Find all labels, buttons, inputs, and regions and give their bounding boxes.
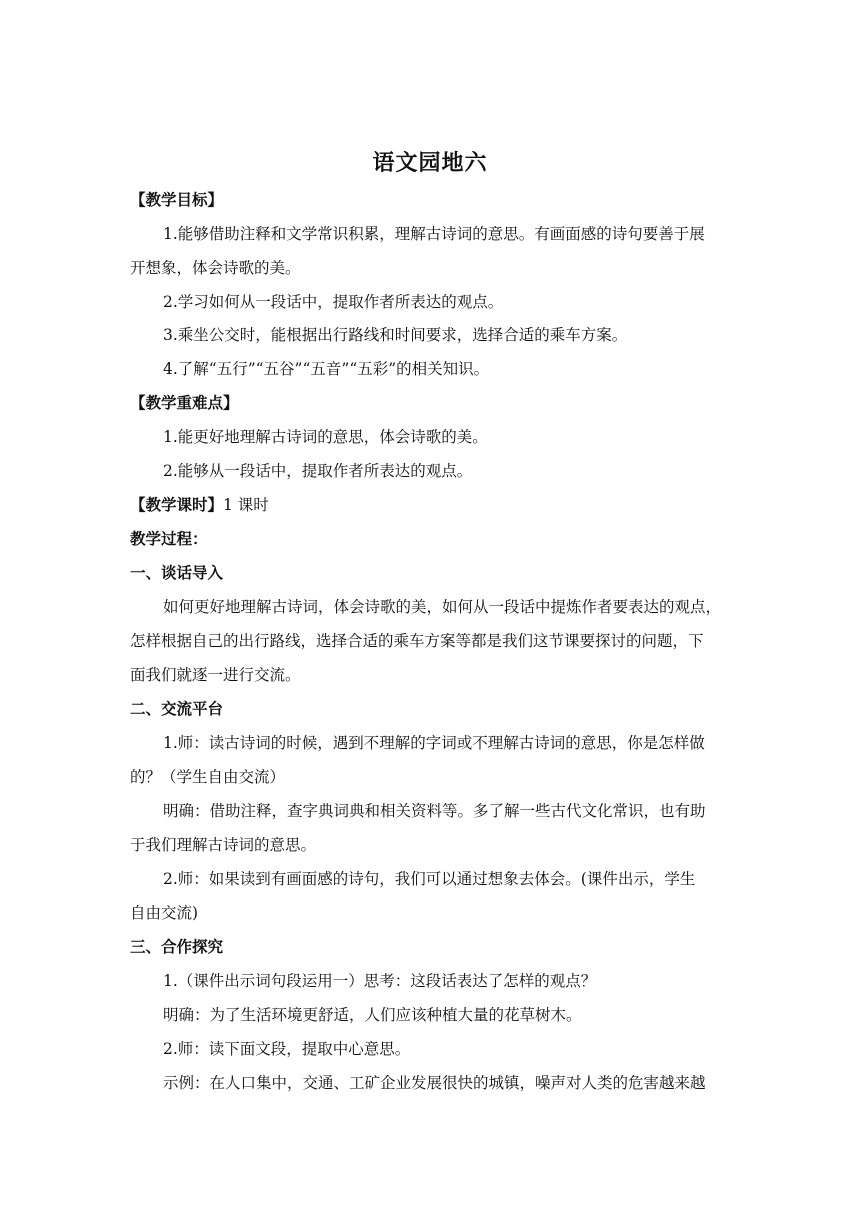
section-3-question-2: 2.师：读下面文段，提取中心意思。 (163, 1040, 411, 1058)
section-1-paragraph-line-1: 如何更好地理解古诗词，体会诗歌的美，如何从一段话中提炼作者要表达的观点， (163, 598, 722, 616)
key-point-2: 2.能够从一段话中，提取作者所表达的观点。 (163, 462, 473, 480)
key-points-heading: 【教学重难点】 (130, 393, 239, 412)
section-2-answer-1-line-2: 于我们理解古诗词的意思。 (130, 836, 317, 854)
process-heading: 教学过程： (130, 529, 208, 548)
section-1-paragraph-line-3: 面我们就逐一进行交流。 (130, 666, 301, 684)
section-2-answer-1-line-1: 明确：借助注释，查字典词典和相关资料等。多了解一些古代文化常识，也有助 (163, 802, 706, 820)
document-title: 语文园地六 (372, 150, 488, 176)
section-2-question-1-line-2: 的？（学生自由交流） (130, 768, 286, 786)
objectives-heading: 【教学目标】 (130, 190, 224, 209)
section-2-heading: 二、交流平台 (130, 699, 224, 718)
section-2-question-2-line-2: 自由交流) (130, 904, 199, 922)
section-2-question-1-line-1: 1.师：读古诗词的时候，遇到不理解的字词或不理解古诗词的意思，你是怎样做 (163, 734, 705, 752)
key-point-1: 1.能更好地理解古诗词的意思，体会诗歌的美。 (163, 428, 488, 446)
section-3-heading: 三、合作探究 (130, 937, 224, 956)
objective-4: 4.了解“五行”“五谷”“五音”“五彩”的相关知识。 (163, 360, 490, 378)
section-3-answer-1: 明确：为了生活环境更舒适，人们应该种植大量的花草树木。 (163, 1006, 582, 1024)
section-2-question-2-line-1: 2.师：如果读到有画面感的诗句，我们可以通过想象去体会。(课件出示，学生 (163, 870, 696, 888)
class-hours-value: 1 课时 (223, 496, 269, 514)
section-1-paragraph-line-2: 怎样根据自己的出行路线，选择合适的乘车方案等都是我们这节课要探讨的问题，下 (130, 632, 704, 650)
class-hours-heading: 【教学课时】 (130, 495, 224, 514)
objective-1-line-2: 开想象，体会诗歌的美。 (130, 259, 301, 277)
class-hours (130, 495, 770, 515)
objective-1-line-1: 1.能够借助注释和文学常识积累，理解古诗词的意思。有画面感的诗句要善于展 (163, 225, 705, 243)
objective-3: 3.乘坐公交时，能根据出行路线和时间要求，选择合适的乘车方案。 (163, 326, 628, 344)
section-3-question-1: 1.（课件出示词句段运用一）思考：这段话表达了怎样的观点？ (163, 972, 597, 990)
section-3-example-line-1: 示例：在人口集中，交通、工矿企业发展很快的城镇，噪声对人类的危害越来越 (163, 1074, 706, 1092)
section-1-heading: 一、谈话导入 (130, 563, 224, 582)
objective-2: 2.学习如何从一段话中，提取作者所表达的观点。 (163, 293, 504, 311)
